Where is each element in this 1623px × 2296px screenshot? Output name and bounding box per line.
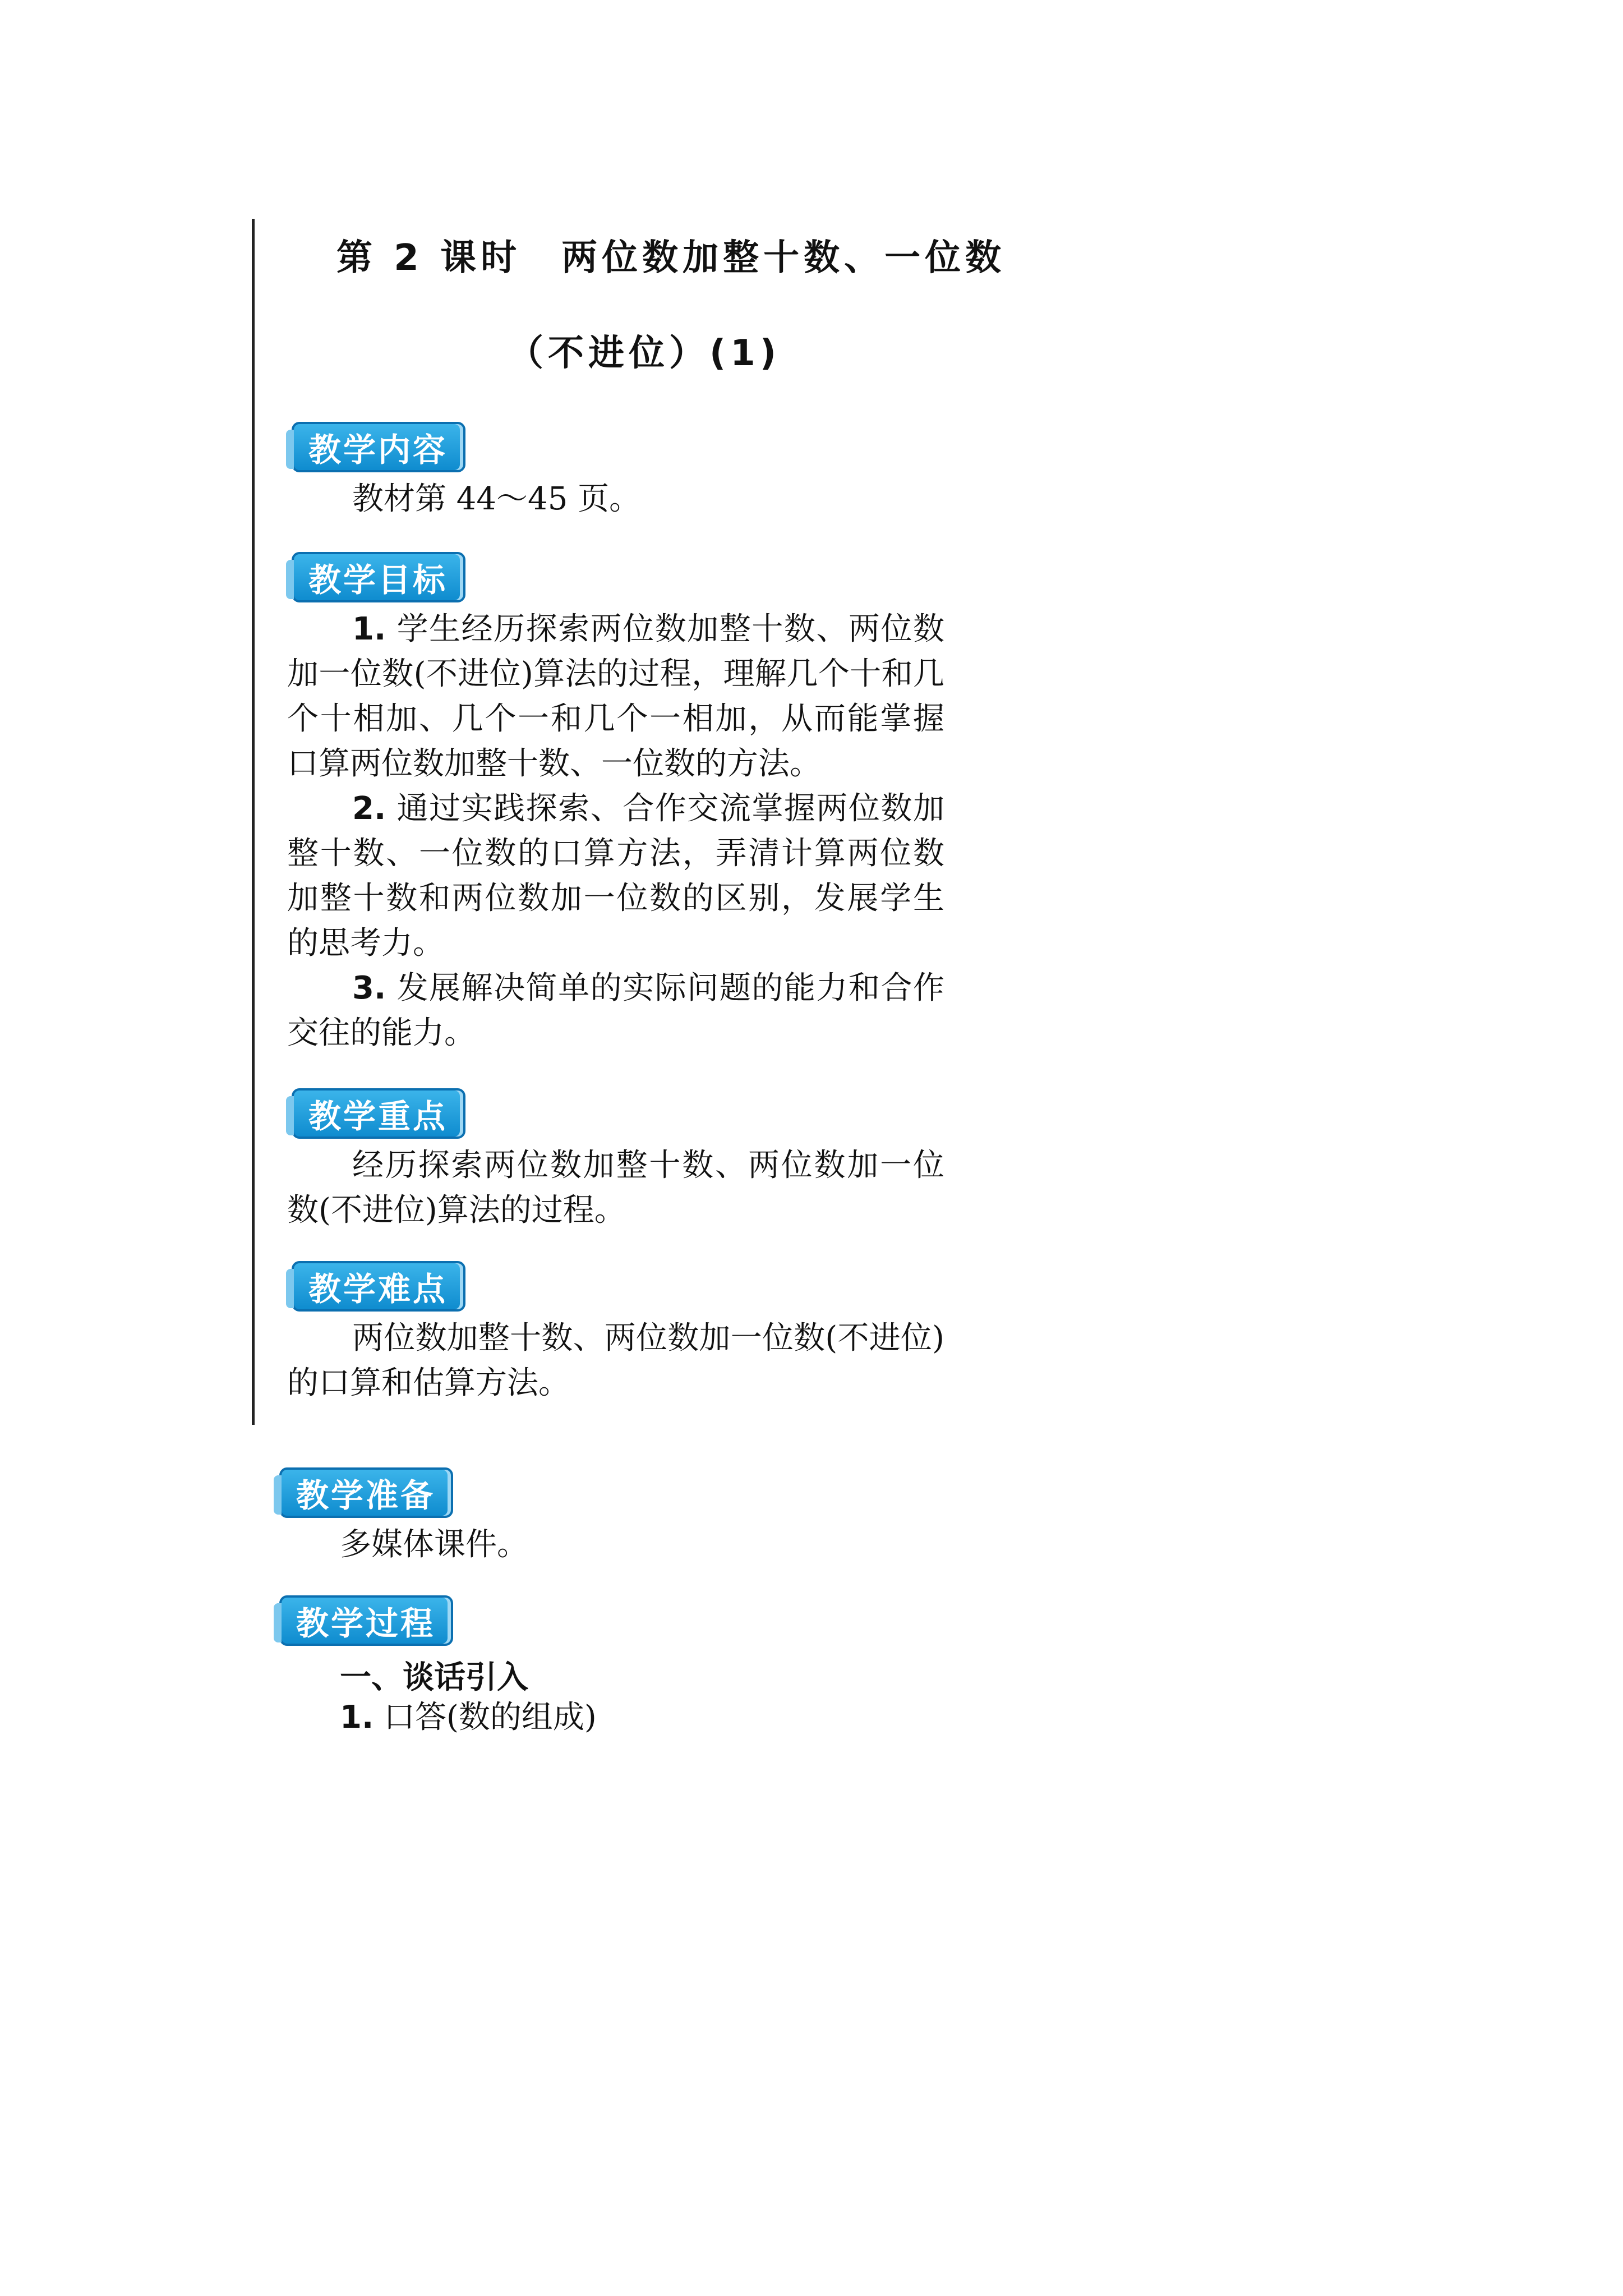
lesson-title: 第 2 课时 两位数加整十数、一位数 (336, 237, 1006, 279)
badge-tab (286, 430, 294, 469)
goal-text: 发展解决简单的实际问题的能力和合作交往的能力。 (287, 970, 944, 1051)
step-text: 口答(数的组成) (374, 1699, 597, 1736)
content-text: 教材第 44～45 页。 (352, 481, 641, 517)
badge-label: 教学准备 (296, 1476, 436, 1515)
badge-tab (286, 1269, 294, 1308)
preparation-text: 多媒体课件。 (340, 1526, 528, 1563)
badge-label: 教学过程 (296, 1604, 436, 1642)
goal-text: 通过实践探索、合作交流掌握两位数加整十数、一位数的口算方法，弄清计算两位数加整十数和两位数加一位数的区别，发展学生的思考力。 (287, 790, 944, 961)
section-badge-goals (292, 552, 465, 602)
goal-item-3 (287, 966, 944, 1056)
process-step-heading: 一、谈话引入 (340, 1659, 528, 1696)
badge-label: 教学难点 (308, 1270, 448, 1308)
badge-label: 教学重点 (308, 1097, 448, 1135)
process-step-item (340, 1695, 957, 1740)
goal-item-1 (287, 607, 944, 786)
badge-label: 教学内容 (308, 431, 448, 469)
section-badge-key-points (292, 1088, 465, 1139)
badge-tab (286, 560, 294, 599)
key-points-text: 经历探索两位数加整十数、两位数加一位数(不进位)算法的过程。 (287, 1147, 944, 1228)
badge-tab (274, 1475, 282, 1515)
badge-label: 教学目标 (308, 561, 448, 599)
goal-item-2 (287, 786, 944, 966)
margin-rule (252, 219, 255, 1425)
goal-number: 3. (352, 970, 386, 1006)
section-badge-preparation (279, 1467, 453, 1518)
goal-text: 学生经历探索两位数加整十数、两位数加一位数(不进位)算法的过程，理解几个十和几个十相加、几个一和几个一相加，从而能掌握口算两位数加整十数、一位数的方法。 (287, 611, 944, 782)
badge-tab (286, 1096, 294, 1135)
badge-tab (274, 1603, 282, 1642)
lesson-subtitle: （不进位）(1) (508, 333, 781, 374)
section-badge-content (292, 422, 465, 472)
goal-number: 2. (352, 790, 386, 827)
step-number: 1. (340, 1699, 374, 1736)
section-badge-difficulties (292, 1261, 465, 1312)
goal-number: 1. (352, 611, 386, 647)
section-badge-process (279, 1595, 453, 1646)
difficulties-text: 两位数加整十数、两位数加一位数(不进位)的口算和估算方法。 (287, 1320, 944, 1401)
